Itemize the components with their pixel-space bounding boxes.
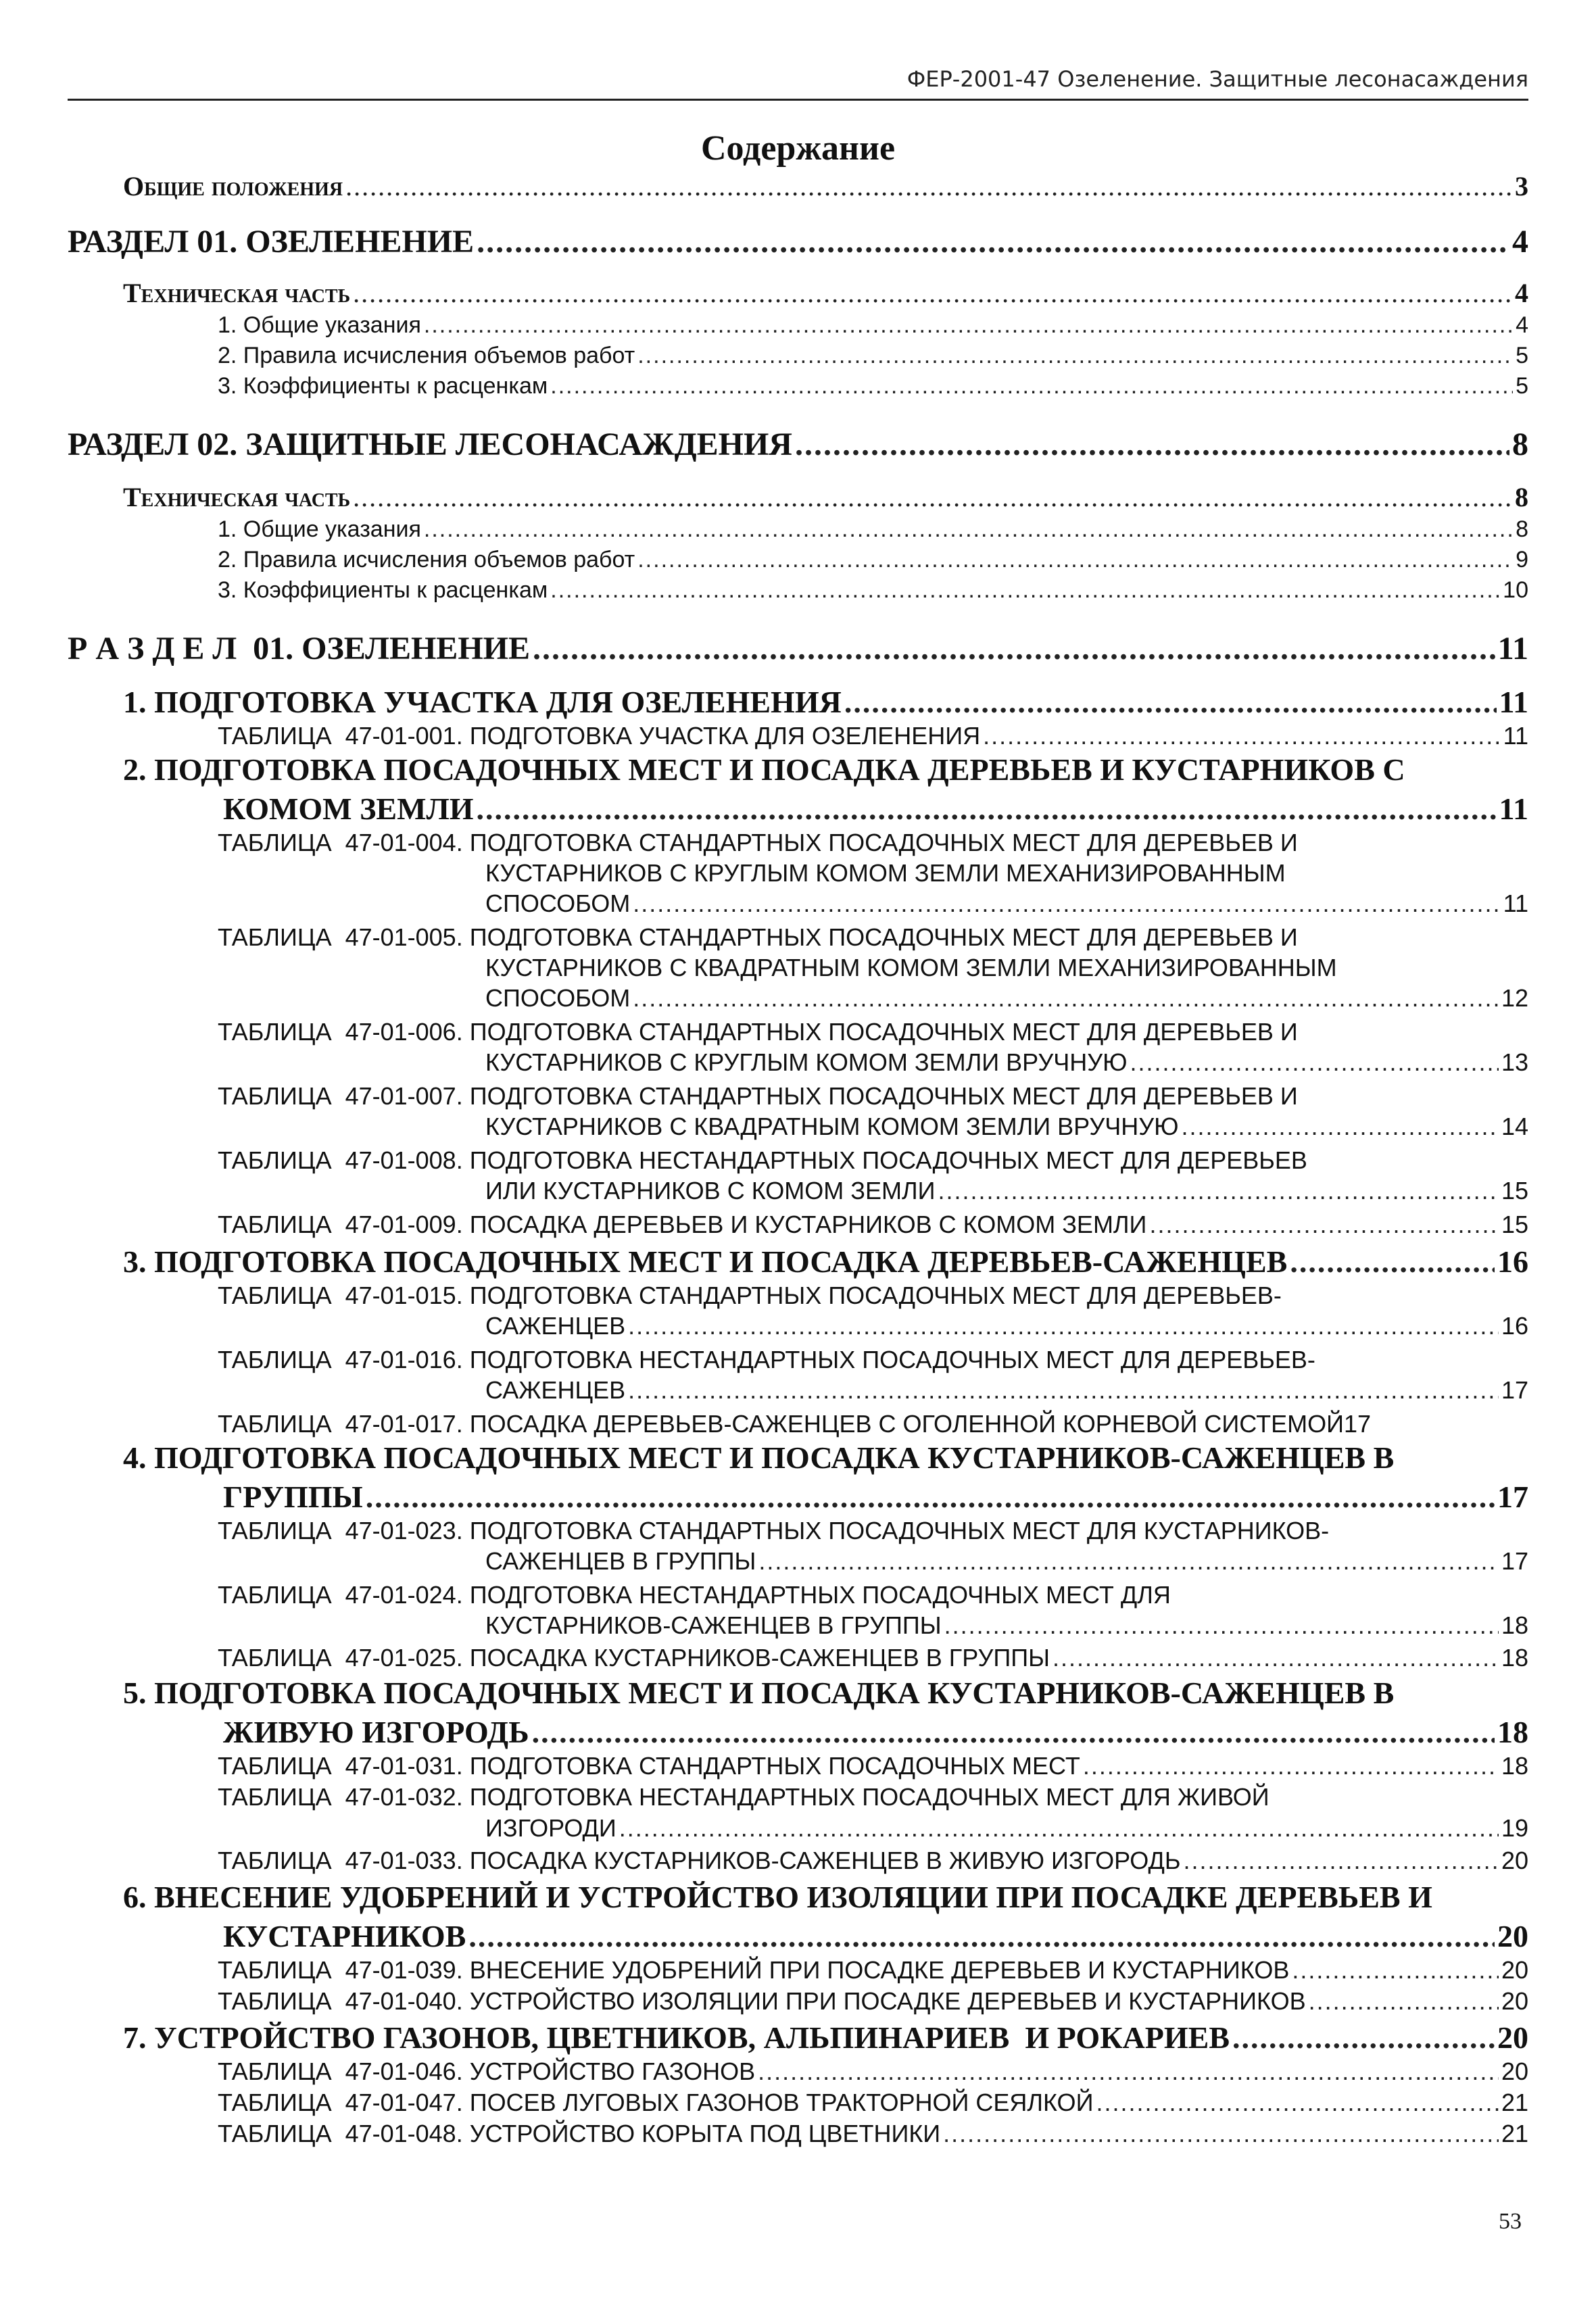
toc-table-entry[interactable]: ТАБЛИЦА 47-01-015. ПОДГОТОВКА СТАНДАРТНЫХ ПОСАДОЧНЫХ МЕСТ ДЛЯ ДЕРЕВЬЕВ- [218,1282,1282,1309]
toc-chapter[interactable]: ЖИВУЮ ИЗГОРОДЬ ..... 18 [223,1714,1528,1750]
toc-subentry[interactable]: 3. Коэффициенты к расценкам ..... 10 [218,577,1528,604]
toc-table-continuation: КУСТАРНИКОВ С КВАДРАТНЫМ КОМОМ ЗЕМЛИ МЕХАНИЗИРОВАННЫМ [485,954,1337,981]
toc-subentry[interactable]: 1. Общие указания ..... 4 [218,312,1528,339]
toc-subentry[interactable]: 1. Общие указания ..... 8 [218,516,1528,543]
toc-entry[interactable]: Техническая часть ..... 4 [123,277,1528,309]
toc-table-entry[interactable]: ТАБЛИЦА 47-01-047. ПОСЕВ ЛУГОВЫХ ГАЗОНОВ ТРАКТОРНОЙ СЕЯЛКОЙ ..... 21 [218,2089,1528,2117]
header-title: ФЕР-2001-47 Озеленение. Защитные лесонасаждения [906,66,1528,92]
toc-table-continuation[interactable]: ИЗГОРОДИ ..... 19 [485,1814,1528,1843]
toc-chapter[interactable]: 7. УСТРОЙСТВО ГАЗОНОВ, ЦВЕТНИКОВ, АЛЬПИНАРИЕВ И РОКАРИЕВ ..... 20 [123,2020,1528,2055]
page-number: 53 [1499,2209,1522,2234]
toc-table-continuation[interactable]: САЖЕНЦЕВ В ГРУППЫ ..... 17 [485,1547,1528,1576]
toc-chapter-line[interactable]: 2. ПОДГОТОВКА ПОСАДОЧНЫХ МЕСТ И ПОСАДКА ДЕРЕВЬЕВ И КУСТАРНИКОВ С [123,752,1405,787]
toc-table-continuation[interactable]: СПОСОБОМ ..... 12 [485,984,1528,1013]
toc-table-entry[interactable]: ТАБЛИЦА 47-01-031. ПОДГОТОВКА СТАНДАРТНЫХ ПОСАДОЧНЫХ МЕСТ ..... 18 [218,1752,1528,1780]
document-title: Содержание [700,129,896,168]
toc-section-heading[interactable]: РАЗДЕЛ 02. ЗАЩИТНЫЕ ЛЕСОНАСАЖДЕНИЯ ..... 8 [68,426,1528,463]
toc-chapter[interactable]: 1. ПОДГОТОВКА УЧАСТКА ДЛЯ ОЗЕЛЕНЕНИЯ ..... 11 [123,684,1528,720]
toc-chapter[interactable]: КОМОМ ЗЕМЛИ ..... 11 [223,791,1528,827]
toc-subentry[interactable]: 3. Коэффициенты к расценкам ..... 5 [218,373,1528,399]
toc-chapter[interactable]: ГРУППЫ ..... 17 [223,1479,1528,1515]
toc-table-entry[interactable]: ТАБЛИЦА 47-01-017. ПОСАДКА ДЕРЕВЬЕВ-САЖЕНЦЕВ С ОГОЛЕННОЙ КОРНЕВОЙ СИСТЕМОЙ17 [218,1410,1372,1438]
toc-table-entry[interactable]: ТАБЛИЦА 47-01-033. ПОСАДКА КУСТАРНИКОВ-САЖЕНЦЕВ В ЖИВУЮ ИЗГОРОДЬ ..... 20 [218,1847,1528,1875]
toc-section-heading[interactable]: Р А З Д Е Л 01. ОЗЕЛЕНЕНИЕ ..... 11 [68,630,1528,667]
toc-table-continuation[interactable]: СПОСОБОМ ..... 11 [485,890,1528,918]
toc-table-entry[interactable]: ТАБЛИЦА 47-01-006. ПОДГОТОВКА СТАНДАРТНЫХ ПОСАДОЧНЫХ МЕСТ ДЛЯ ДЕРЕВЬЕВ И [218,1018,1298,1046]
toc-table-entry[interactable]: ТАБЛИЦА 47-01-023. ПОДГОТОВКА СТАНДАРТНЫХ ПОСАДОЧНЫХ МЕСТ ДЛЯ КУСТАРНИКОВ- [218,1517,1330,1544]
toc-table-entry[interactable]: ТАБЛИЦА 47-01-005. ПОДГОТОВКА СТАНДАРТНЫХ ПОСАДОЧНЫХ МЕСТ ДЛЯ ДЕРЕВЬЕВ И [218,923,1298,951]
toc-chapter[interactable]: КУСТАРНИКОВ ..... 20 [223,1918,1528,1954]
toc-table-entry[interactable]: ТАБЛИЦА 47-01-004. ПОДГОТОВКА СТАНДАРТНЫХ ПОСАДОЧНЫХ МЕСТ ДЛЯ ДЕРЕВЬЕВ И [218,829,1298,856]
toc-entry[interactable]: Общие положения ..... 3 [123,170,1528,202]
toc-entry[interactable]: Техническая часть ..... 8 [123,481,1528,513]
toc-table-entry[interactable]: ТАБЛИЦА 47-01-009. ПОСАДКА ДЕРЕВЬЕВ И КУСТАРНИКОВ С КОМОМ ЗЕМЛИ ..... 15 [218,1211,1528,1239]
toc-table-entry[interactable]: ТАБЛИЦА 47-01-007. ПОДГОТОВКА СТАНДАРТНЫХ ПОСАДОЧНЫХ МЕСТ ДЛЯ ДЕРЕВЬЕВ И [218,1082,1298,1110]
toc-table-entry[interactable]: ТАБЛИЦА 47-01-039. ВНЕСЕНИЕ УДОБРЕНИЙ ПРИ ПОСАДКЕ ДЕРЕВЬЕВ И КУСТАРНИКОВ ..... 20 [218,1956,1528,1984]
toc-table-entry[interactable]: ТАБЛИЦА 47-01-001. ПОДГОТОВКА УЧАСТКА ДЛЯ ОЗЕЛЕНЕНИЯ ..... 11 [218,722,1528,750]
toc-chapter-line[interactable]: 5. ПОДГОТОВКА ПОСАДОЧНЫХ МЕСТ И ПОСАДКА КУСТАРНИКОВ-САЖЕНЦЕВ В [123,1676,1395,1710]
toc-section-heading[interactable]: РАЗДЕЛ 01. ОЗЕЛЕНЕНИЕ ..... 4 [68,223,1528,260]
toc-subentry[interactable]: 2. Правила исчисления объемов работ ..... 9 [218,547,1528,573]
toc-table-continuation[interactable]: КУСТАРНИКОВ С КРУГЛЫМ КОМОМ ЗЕМЛИ ВРУЧНУЮ ..... 13 [485,1048,1528,1077]
toc-subentry[interactable]: 2. Правила исчисления объемов работ ..... 5 [218,343,1528,369]
toc-table-continuation[interactable]: САЖЕНЦЕВ ..... 17 [485,1376,1528,1405]
toc-table-continuation[interactable]: ИЛИ КУСТАРНИКОВ С КОМОМ ЗЕМЛИ ..... 15 [485,1177,1528,1205]
toc-table-entry[interactable]: ТАБЛИЦА 47-01-025. ПОСАДКА КУСТАРНИКОВ-САЖЕНЦЕВ В ГРУППЫ ..... 18 [218,1644,1528,1672]
toc-table-continuation: КУСТАРНИКОВ С КРУГЛЫМ КОМОМ ЗЕМЛИ МЕХАНИЗИРОВАННЫМ [485,859,1286,887]
toc-table-continuation[interactable]: САЖЕНЦЕВ ..... 16 [485,1312,1528,1340]
toc-chapter[interactable]: 3. ПОДГОТОВКА ПОСАДОЧНЫХ МЕСТ И ПОСАДКА ДЕРЕВЬЕВ-САЖЕНЦЕВ ..... 16 [123,1244,1528,1280]
toc-table-entry[interactable]: ТАБЛИЦА 47-01-024. ПОДГОТОВКА НЕСТАНДАРТНЫХ ПОСАДОЧНЫХ МЕСТ ДЛЯ [218,1581,1171,1609]
toc-table-entry[interactable]: ТАБЛИЦА 47-01-048. УСТРОЙСТВО КОРЫТА ПОД ЦВЕТНИКИ ..... 21 [218,2120,1528,2148]
toc-table-entry[interactable]: ТАБЛИЦА 47-01-016. ПОДГОТОВКА НЕСТАНДАРТНЫХ ПОСАДОЧНЫХ МЕСТ ДЛЯ ДЕРЕВЬЕВ- [218,1346,1315,1373]
toc-table-entry[interactable]: ТАБЛИЦА 47-01-008. ПОДГОТОВКА НЕСТАНДАРТНЫХ ПОСАДОЧНЫХ МЕСТ ДЛЯ ДЕРЕВЬЕВ [218,1146,1307,1174]
toc-chapter-line[interactable]: 6. ВНЕСЕНИЕ УДОБРЕНИЙ И УСТРОЙСТВО ИЗОЛЯЦИИ ПРИ ПОСАДКЕ ДЕРЕВЬЕВ И [123,1880,1432,1914]
toc-table-continuation[interactable]: КУСТАРНИКОВ-САЖЕНЦЕВ В ГРУППЫ ..... 18 [485,1611,1528,1640]
toc-table-entry[interactable]: ТАБЛИЦА 47-01-046. УСТРОЙСТВО ГАЗОНОВ ..... 20 [218,2057,1528,2086]
toc-table-continuation[interactable]: КУСТАРНИКОВ С КВАДРАТНЫМ КОМОМ ЗЕМЛИ ВРУЧНУЮ ..... 14 [485,1113,1528,1141]
toc-table-entry[interactable]: ТАБЛИЦА 47-01-032. ПОДГОТОВКА НЕСТАНДАРТНЫХ ПОСАДОЧНЫХ МЕСТ ДЛЯ ЖИВОЙ [218,1783,1269,1811]
toc-table-entry[interactable]: ТАБЛИЦА 47-01-040. УСТРОЙСТВО ИЗОЛЯЦИИ ПРИ ПОСАДКЕ ДЕРЕВЬЕВ И КУСТАРНИКОВ ..... 20 [218,1987,1528,2016]
toc-chapter-line[interactable]: 4. ПОДГОТОВКА ПОСАДОЧНЫХ МЕСТ И ПОСАДКА КУСТАРНИКОВ-САЖЕНЦЕВ В [123,1440,1395,1475]
